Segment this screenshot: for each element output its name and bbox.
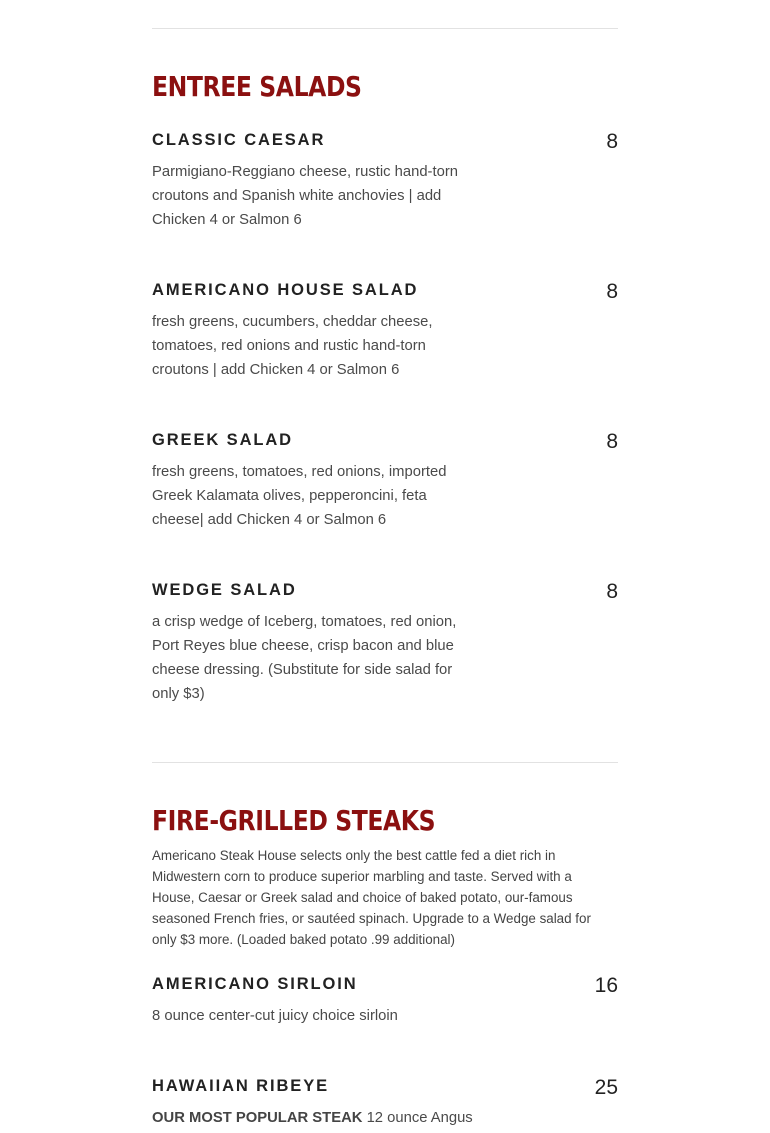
menu-item-highlight: OUR MOST POPULAR STEAK — [152, 1110, 363, 1126]
menu-item-name: GREEK SALAD — [152, 431, 293, 449]
menu-item-price: 8 — [606, 130, 618, 153]
menu-item-name: CLASSIC CAESAR — [152, 131, 326, 149]
menu-item-price: 8 — [606, 580, 618, 603]
section-title-entree-salads: ENTREE SALADS — [152, 70, 362, 103]
menu-item-name: AMERICANO HOUSE SALAD — [152, 281, 419, 299]
menu-item-description: fresh greens, tomatoes, red onions, imported Greek Kalamata olives, pepperoncini, feta cheese| add Chicken 4 or Salmon 6 — [152, 464, 447, 528]
section-intro: Americano Steak House selects only the best cattle fed a diet rich in Midwestern corn to produce superior marbling and taste. Served with a House, Caesar or Greek salad and choice of baked potato, our-famous seasoned French fries, or sautéed spinach. Upgrade to a Wedge salad for only $3 more. (Loaded baked potato .99 additional) — [152, 848, 591, 947]
menu-item-description: fresh greens, cucumbers, cheddar cheese, tomatoes, red onions and rustic hand-torn croutons | add Chicken 4 or Salmon 6 — [152, 314, 433, 378]
menu-item-name: WEDGE SALAD — [152, 581, 297, 599]
menu-item-price: 25 — [594, 1076, 618, 1099]
menu-item-description — [152, 1106, 474, 1130]
section-divider — [152, 762, 618, 763]
section-divider — [152, 28, 618, 29]
menu-item-price: 8 — [606, 280, 618, 303]
menu-item-description: Parmigiano-Reggiano cheese, rustic hand-torn croutons and Spanish white anchovies | add Chicken 4 or Salmon 6 — [152, 164, 458, 228]
menu-item-description-text: 12 ounce Angus — [362, 1110, 473, 1126]
menu-item-name: HAWAIIAN RIBEYE — [152, 1077, 330, 1095]
menu-item-price: 8 — [606, 430, 618, 453]
menu-item-name: AMERICANO SIRLOIN — [152, 975, 358, 993]
menu-item-price: 16 — [594, 974, 618, 997]
menu-item-description: 8 ounce center-cut juicy choice sirloin — [152, 1008, 398, 1024]
section-title-fire-grilled-steaks: FIRE-GRILLED STEAKS — [152, 804, 436, 837]
menu-item-description: a crisp wedge of Iceberg, tomatoes, red onion, Port Reyes blue cheese, crisp bacon and blue cheese dressing. (Substitute for side salad for only $3) — [152, 614, 457, 702]
